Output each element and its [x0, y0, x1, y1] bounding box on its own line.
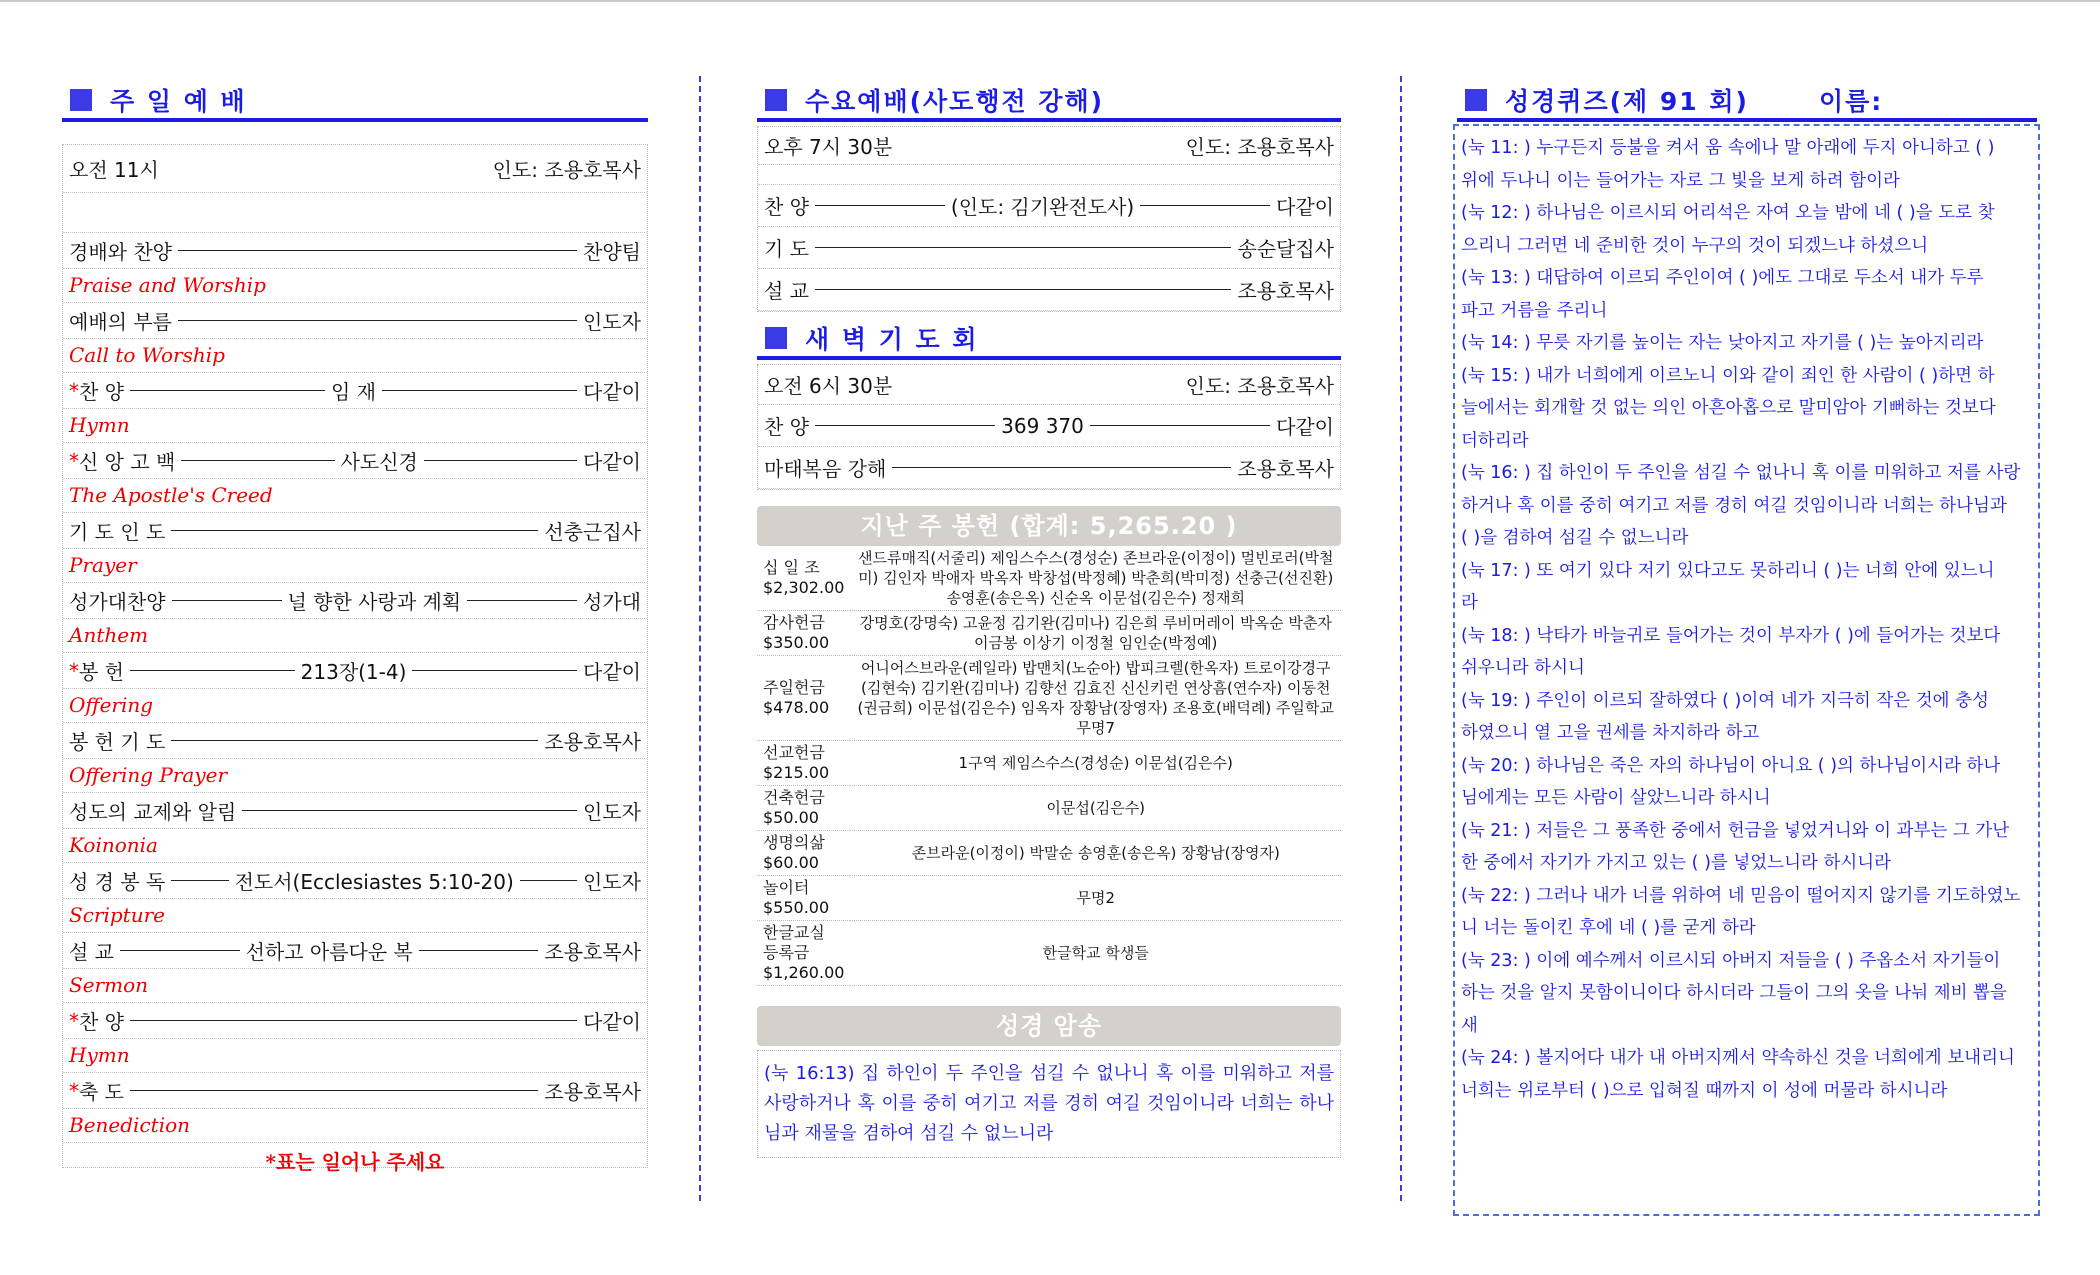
order-item-person: 조용호목사: [544, 1080, 641, 1104]
offering-names: 강명호(강명숙) 고윤정 김기완(김미나) 김은희 루비머레이 박옥순 박춘자 이금봉 이상기 이정철 임인순(박정예): [850, 611, 1341, 656]
order-item-label: 신 앙 고 백: [79, 450, 176, 474]
quiz-line: 니 너는 돌이킨 후에 네 ( )를 굳게 하라: [1461, 918, 1756, 938]
offering-category-cell: [757, 741, 850, 786]
offering-amount: $1,260.00: [763, 963, 845, 982]
order-row: [63, 583, 647, 619]
standing-mark: *: [69, 1008, 79, 1033]
order-item-english: The Apostle's Creed: [63, 479, 647, 513]
offering-amount: $215.00: [763, 763, 830, 782]
leader-line: [1090, 425, 1270, 426]
leader-line: [419, 950, 539, 951]
quiz-line: (눅 15: ) 내가 너희에게 이르노니 이와 같이 죄인 한 사람이 ( )하면 하: [1461, 365, 1995, 386]
order-item-person: 다같이: [583, 1010, 641, 1034]
offering-category-cell: [757, 876, 850, 921]
order-item-label: 기 도 인 도: [69, 520, 166, 544]
order-item-person: 조용호목사: [1237, 457, 1334, 481]
offering-names: 한글학교 학생들: [850, 921, 1341, 986]
leader-line: [130, 1090, 538, 1091]
order-item-person: 조용호목사: [1237, 279, 1334, 303]
order-row: [63, 1073, 647, 1109]
leader-line: [242, 810, 577, 811]
order-item-person: 다같이: [583, 380, 641, 404]
sunday-service-header: [62, 82, 648, 122]
quiz-line: (눅 24: ) 볼지어다 내가 내 아버지께서 약속하신 것을 너희에게 보내리니: [1461, 1048, 2015, 1068]
order-row: [758, 185, 1340, 227]
memory-verse-header: 성경 암송: [757, 1006, 1341, 1046]
offering-table: [757, 546, 1341, 986]
offering-row: [757, 611, 1341, 656]
offering-amount: $60.00: [763, 853, 819, 872]
order-item-person: 다같이: [1276, 415, 1334, 439]
leader-line: [1140, 205, 1270, 206]
offering-amount: $350.00: [763, 633, 830, 652]
memory-verse-text: (눅 16:13) 집 하인이 두 주인을 섬길 수 없나니 혹 이를 미워하고 저를 사랑하거나 혹 이를 중히 여기고 저를 경히 여길 것임이니라 너희는 하나님과 재물을 겸하여 섬길 수 없느니라: [764, 1063, 1334, 1144]
offering-category-cell: [757, 786, 850, 831]
quiz-line: 파고 거름을 주리니: [1461, 300, 1608, 321]
order-item-english: Anthem: [63, 619, 647, 653]
order-item-label: 봉 헌: [79, 660, 124, 684]
square-bullet-icon: [1465, 89, 1487, 111]
top-border: [0, 0, 2100, 2]
quiz-line: 한 중에서 자기가 가지고 있는 ( )를 넣었느니라 하시니라: [1461, 853, 1892, 873]
order-item-label: 찬 양: [79, 1010, 124, 1034]
quiz-line: 늘에서는 회개할 것 없는 의인 아흔아홉으로 말미암아 기뻐하는 것보다: [1461, 398, 1996, 418]
offering-category-cell: [757, 546, 850, 611]
order-item-detail: 임 재: [331, 380, 377, 404]
order-item-label: 기 도: [764, 237, 809, 261]
leader-line: [412, 670, 577, 671]
leader-line: [467, 600, 577, 601]
offering-category-cell: [757, 656, 850, 741]
quiz-line: 너희는 위로부터 ( )으로 입혀질 때까지 이 성에 머물라 하시니라: [1461, 1080, 1948, 1101]
order-row: [63, 513, 647, 549]
order-item-english: Offering: [63, 689, 647, 723]
leader-line: [815, 289, 1231, 290]
offering-category: 놀이터: [763, 878, 810, 897]
dawn-order-box: [757, 364, 1341, 490]
order-item-person: 찬양팀: [583, 240, 641, 264]
order-item-english: Offering Prayer: [63, 759, 647, 793]
order-item-person: 조용호목사: [544, 940, 642, 964]
offering-category: 생명의삶: [763, 833, 825, 852]
order-item-person: 인도자: [583, 310, 641, 334]
order-item-label: 봉 헌 기 도: [69, 730, 166, 754]
order-item-english: Hymn: [63, 1039, 647, 1073]
offering-names: 샌드류매직(서줄리) 제임스수스(경성순) 존브라운(이정이) 멀빈로러(박철미) 김인자 박애자 박옥자 박창섭(박정혜) 박춘희(박미정) 선충근(선진환) 송영훈(송은옥) 신순옥 이문섭(김은수) 정재희: [850, 546, 1341, 611]
leader-line: [171, 880, 228, 881]
order-row: [63, 373, 647, 409]
quiz-line: 더하리라: [1461, 430, 1529, 451]
dawn-time: 오전 6시 30분: [764, 374, 893, 398]
order-row: [63, 863, 647, 899]
standing-note: *표는 일어나 주세요: [265, 1150, 445, 1174]
standing-mark: *: [69, 1078, 79, 1103]
quiz-line: 쉬우니라 하시니: [1461, 658, 1585, 678]
leader-line: [172, 600, 282, 601]
order-item-person: 다같이: [583, 450, 642, 474]
order-item-person: 조용호목사: [544, 730, 641, 754]
order-item-english: Call to Worship: [63, 339, 647, 373]
offering-category-cell: [757, 921, 850, 986]
order-item-label: 축 도: [79, 1080, 124, 1104]
wednesday-service-title: 수요예배(사도행전 강해): [805, 87, 1105, 116]
sunday-service-title: 주 일 예 배: [110, 87, 247, 116]
quiz-line: 위에 두나니 이는 들어가는 자로 그 빛을 보게 하려 함이라: [1461, 170, 1900, 191]
leader-line: [130, 390, 325, 391]
order-item-english: Koinonia: [63, 829, 647, 863]
order-item-label: 경배와 찬양: [69, 240, 172, 264]
leader-line: [130, 670, 295, 671]
offering-category: 한글교실 등록금: [763, 923, 825, 962]
leader-line: [815, 247, 1231, 248]
square-bullet-icon: [70, 89, 92, 111]
order-item-label: 찬 양: [79, 380, 124, 404]
order-of-worship: [63, 233, 647, 1143]
leader-line: [120, 950, 240, 951]
order-item-label: 마태복음 강해: [764, 457, 887, 481]
order-item-label: 성가대찬양: [69, 590, 166, 614]
square-bullet-icon: [765, 89, 787, 111]
quiz-line: (눅 22: ) 그러나 내가 너를 위하여 네 믿음이 떨어지지 않기를 기도하였노: [1461, 885, 2021, 906]
offering-category: 건축헌금: [763, 788, 825, 807]
dawn-time-row: [758, 365, 1340, 405]
offering-row: [757, 656, 1341, 741]
order-row: [63, 303, 647, 339]
square-bullet-icon: [765, 327, 787, 349]
order-item-detail: 널 향한 사랑과 계획: [287, 590, 462, 614]
leader-line: [892, 467, 1231, 468]
order-item-detail: 369 370: [1001, 413, 1084, 438]
order-row: [758, 269, 1340, 311]
offering-names: 이문섭(김은수): [850, 786, 1341, 831]
quiz-line: (눅 16: ) 집 하인이 두 주인을 섬길 수 없나니 혹 이를 미워하고 저를 사랑: [1461, 463, 2021, 483]
order-item-english: Praise and Worship: [63, 269, 647, 303]
quiz-line: (눅 18: ) 낙타가 바늘귀로 들어가는 것이 부자가 ( )에 들어가는 것보다: [1461, 625, 2001, 646]
offering-amount: $50.00: [763, 808, 819, 827]
offering-amount: $2,302.00: [763, 578, 845, 597]
order-item-person: 선충근집사: [544, 520, 641, 544]
order-item-english: Sermon: [63, 969, 647, 1003]
order-row: [63, 1003, 647, 1039]
leader-line: [382, 390, 577, 391]
order-item-label: 성 경 봉 독: [69, 870, 166, 894]
order-row: [63, 443, 647, 479]
bible-quiz-column: [1457, 82, 2037, 122]
standing-mark: *: [69, 378, 79, 403]
offering-category: 십 일 조: [763, 558, 820, 577]
leader-line: [171, 530, 538, 531]
leader-line: [130, 1020, 577, 1021]
order-item-person: 다같이: [1276, 195, 1335, 219]
quiz-line: (눅 13: ) 대답하여 이르되 주인이여 ( )에도 그대로 두소서 내가 두루: [1461, 268, 1984, 288]
offering-row: [757, 921, 1341, 986]
order-row: [758, 227, 1340, 269]
offering-row: [757, 546, 1341, 611]
order-row: [758, 447, 1340, 489]
offering-names: 어니어스브라운(레일라) 밥맨치(노순아) 밥피크렐(한옥자) 트로이강경구(김현숙) 김기완(김미나) 김향선 김효진 신신키런 연상흠(연수자) 이동천(권금희) 이문섭(김은수) 임옥자 장황남(장영자) 조용호(배덕례) 주일학교 무명7: [850, 656, 1341, 741]
offering-category: 선교헌금: [763, 743, 825, 762]
sunday-service-column: [62, 82, 648, 1174]
offering-row: [757, 786, 1341, 831]
order-row: [63, 723, 647, 759]
order-item-detail: 사도신경: [340, 450, 418, 474]
order-item-english: Prayer: [63, 549, 647, 583]
order-item-english: Hymn: [63, 409, 647, 443]
quiz-line: (눅 19: ) 주인이 이르되 잘하였다 ( )이여 네가 지극히 작은 것에 충성: [1461, 690, 1989, 711]
service-leader: 인도: 조용호목사: [492, 158, 641, 182]
quiz-line: (눅 23: ) 이에 예수께서 이르시되 아버지 저들을 ( ) 주옵소서 자기들이: [1461, 950, 2001, 971]
order-row: [63, 653, 647, 689]
dawn-order: [758, 405, 1340, 489]
order-item-label: 설 교: [69, 940, 114, 964]
order-row: [63, 233, 647, 269]
blank-row: [63, 193, 647, 233]
offering-category: 감사헌금: [763, 613, 825, 632]
offering-names: 무명2: [850, 876, 1341, 921]
order-item-person: 송순달집사: [1237, 237, 1334, 261]
quiz-line: (눅 17: ) 또 여기 있다 저기 있다고도 못하리니 ( )는 너희 안에 있느니: [1461, 560, 1995, 581]
offering-row: [757, 876, 1341, 921]
order-item-person: 인도자: [583, 870, 642, 894]
wed-leader: 인도: 조용호목사: [1185, 135, 1334, 159]
quiz-name-label: 이름:: [1818, 87, 1884, 116]
wed-time-row: [758, 127, 1340, 165]
service-time-row: [63, 145, 647, 193]
order-item-person: 인도자: [583, 800, 641, 824]
quiz-line: (눅 12: ) 하나님은 이르시되 어리석은 자여 오늘 밤에 네 ( )을 도로 찾: [1461, 203, 1995, 223]
order-row: [63, 933, 647, 969]
bible-quiz-box: [1453, 124, 2040, 1216]
middle-column: [757, 82, 1341, 1158]
offering-names: 1구역 제임스수스(경성순) 이문섭(김은수): [850, 741, 1341, 786]
order-item-english: Benediction: [63, 1109, 647, 1143]
order-row: [758, 405, 1340, 447]
sunday-order-box: [62, 144, 648, 1174]
order-item-english: Scripture: [63, 899, 647, 933]
column-divider-left: [699, 76, 701, 1201]
bible-quiz-header: [1457, 82, 2037, 122]
leader-line: [815, 205, 945, 206]
wednesday-order-box: [757, 126, 1341, 312]
quiz-line: (눅 20: ) 하나님은 죽은 자의 하나님이 아니요 ( )의 하나님이시라 하나: [1461, 755, 2001, 776]
leader-line: [171, 740, 538, 741]
quiz-line: 라: [1461, 593, 1478, 613]
order-item-label: 설 교: [764, 279, 809, 303]
quiz-line: (눅 11: ) 누구든지 등불을 켜서 움 속에나 말 아래에 두지 아니하고 ( ): [1461, 138, 1995, 158]
order-item-detail: 선하고 아름다운 복: [245, 940, 413, 964]
leader-line: [520, 880, 577, 881]
quiz-line: 하였으니 열 고을 권세를 차지하라 하고: [1461, 723, 1760, 743]
offering-category-cell: [757, 831, 850, 876]
blank-row: [758, 165, 1340, 185]
quiz-line: 님에게는 모든 사람이 살았느니라 하시니: [1461, 788, 1771, 808]
column-divider-right: [1400, 76, 1402, 1201]
quiz-line: ( )을 겸하여 섬길 수 없느니라: [1461, 528, 1689, 548]
leader-line: [181, 460, 334, 461]
standing-mark: *: [69, 658, 79, 683]
order-item-person: 다같이: [583, 660, 642, 684]
order-item-label: 성도의 교제와 알림: [69, 800, 237, 824]
leader-line: [424, 460, 577, 461]
order-item-detail: (인도: 김기완전도사): [950, 195, 1135, 219]
wednesday-order: [758, 185, 1340, 311]
bible-quiz-title: 성경퀴즈(제 91 회): [1505, 87, 1749, 116]
dawn-prayer-header: [757, 320, 1341, 360]
quiz-line: 하거나 혹 이를 중히 여기고 저를 경히 여길 것임이니라 너희는 하나님과: [1461, 495, 2007, 516]
order-row: [63, 793, 647, 829]
order-item-person: 성가대: [583, 590, 641, 614]
order-item-detail: 전도서(Ecclesiastes 5:10-20): [234, 870, 514, 894]
offering-category: 주일헌금: [763, 678, 825, 697]
quiz-line: 하는 것을 알지 못함이니이다 하시더라 그들이 그의 옷을 나눠 제비 뽑을: [1461, 983, 2007, 1003]
order-item-detail: 213장(1-4): [300, 660, 407, 684]
service-time: 오전 11시: [69, 158, 159, 182]
quiz-line: (눅 21: ) 저들은 그 풍족한 중에서 헌금을 넣었거니와 이 과부는 그 가난: [1461, 820, 2010, 841]
offering-amount: $478.00: [763, 698, 830, 717]
offering-amount: $550.00: [763, 898, 830, 917]
order-item-label: 예배의 부름: [69, 310, 172, 334]
offering-row: [757, 741, 1341, 786]
offering-row: [757, 831, 1341, 876]
dawn-prayer-title: 새 벽 기 도 회: [805, 325, 979, 354]
order-item-label: 찬 양: [764, 415, 809, 439]
dawn-leader: 인도: 조용호목사: [1185, 374, 1334, 398]
order-item-label: 찬 양: [764, 195, 809, 219]
offering-header: 지난 주 봉헌 (합계: 5,265.20 ): [757, 506, 1341, 546]
wednesday-service-header: [757, 82, 1341, 122]
standing-mark: *: [69, 448, 79, 473]
leader-line: [178, 250, 577, 251]
leader-line: [815, 425, 995, 426]
offering-names: 존브라운(이정이) 박말순 송영훈(송은옥) 장황남(장영자): [850, 831, 1341, 876]
leader-line: [178, 320, 577, 321]
quiz-line: 으리니 그러면 네 준비한 것이 누구의 것이 되겠느냐 하셨으니: [1461, 235, 1929, 256]
quiz-line: 새: [1461, 1015, 1478, 1036]
wed-time: 오후 7시 30분: [764, 135, 893, 159]
quiz-line: (눅 14: ) 무릇 자기를 높이는 자는 낮아지고 자기를 ( )는 높아지리라: [1461, 333, 1984, 353]
memory-verse-box: [757, 1050, 1341, 1158]
offering-category-cell: [757, 611, 850, 656]
